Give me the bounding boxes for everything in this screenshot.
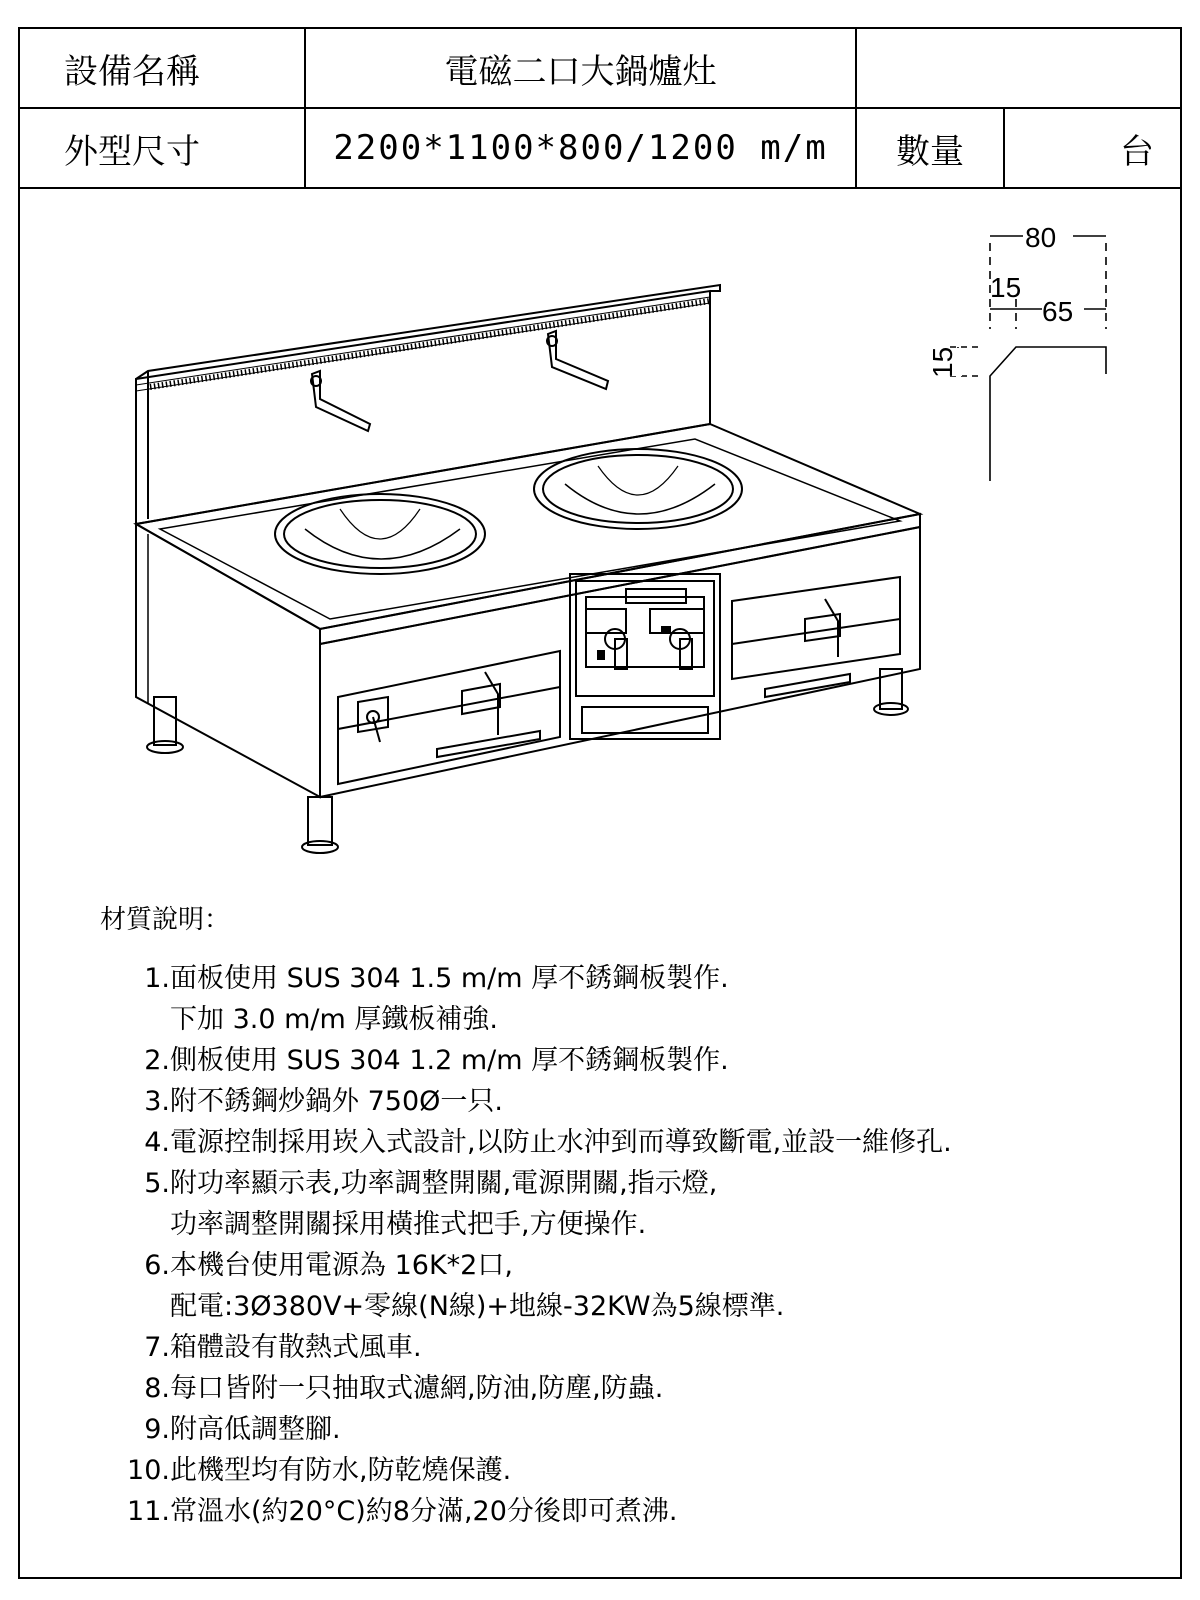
note-item: [100, 1450, 1160, 1491]
note-item: [100, 1491, 1160, 1532]
note-text: 此機型均有防水,防乾燒保護.: [170, 1455, 512, 1486]
note-text: 附功率顯示表,功率調整開關,電源開關,指示燈,: [170, 1168, 718, 1199]
note-text: 下加 3.0 m/m 厚鐵板補強.: [170, 1004, 498, 1035]
equipment-name-value: 電磁二口大鍋爐灶: [305, 29, 856, 108]
note-text: 附高低調整腳.: [170, 1414, 341, 1445]
note-item: [100, 1368, 1160, 1409]
note-item: [100, 1163, 1160, 1204]
backsplash: [136, 291, 710, 524]
note-item: [100, 1327, 1160, 1368]
equipment-name-label: 設備名稱: [20, 29, 305, 108]
dimensions-label: 外型尺寸: [20, 108, 305, 188]
note-text: 本機台使用電源為 16K*2口,: [170, 1250, 513, 1281]
countertop: [136, 424, 920, 629]
note-text: 面板使用 SUS 304 1.5 m/m 厚不銹鋼板製作.: [170, 963, 729, 994]
leg: [154, 697, 176, 745]
note-text: 功率調整開關採用橫推式把手,方便操作.: [170, 1209, 647, 1240]
note-number: 9.: [144, 1414, 170, 1445]
profile-dim-top: 65: [1042, 296, 1074, 327]
note-number: 1.: [144, 963, 170, 994]
note-item: [100, 999, 1160, 1040]
note-number: 7.: [144, 1332, 170, 1363]
note-item: [100, 1122, 1160, 1163]
note-item: [100, 1204, 1160, 1245]
profile-dim-lip: 15: [990, 272, 1022, 303]
right-drawer: [732, 577, 900, 679]
note-number: 10.: [127, 1455, 170, 1486]
note-item: [100, 1409, 1160, 1450]
right-power-slider[interactable]: [805, 614, 840, 641]
note-number: 2.: [144, 1045, 170, 1076]
note-list: [100, 958, 1160, 1532]
note-text: 附不銹鋼炒鍋外 750Ø一只.: [170, 1086, 503, 1117]
note-number: 8.: [144, 1373, 170, 1404]
leg: [308, 797, 332, 845]
spec-sheet: [18, 27, 1182, 1579]
material-notes: [100, 899, 1160, 1532]
profile-dim-height: 15: [927, 346, 958, 378]
note-item: [100, 958, 1160, 999]
note-item: [100, 1286, 1160, 1327]
note-item: [100, 1040, 1160, 1081]
note-text: 電源控制採用崁入式設計,以防止水沖到而導致斷電,並設一維修孔.: [170, 1127, 952, 1158]
note-text: 配電:3Ø380V+零線(N線)+地線-32KW為5線標準.: [170, 1291, 785, 1322]
quantity-unit: 台: [1004, 108, 1180, 188]
note-text: 側板使用 SUS 304 1.2 m/m 厚不銹鋼板製作.: [170, 1045, 729, 1076]
note-number: 5.: [144, 1168, 170, 1199]
notes-title: 材質說明：: [100, 905, 231, 935]
front-panel: [320, 527, 920, 797]
dimensions-value: 2200*1100*800/1200 m/m: [305, 108, 856, 188]
note-number: 11.: [127, 1496, 170, 1527]
note-number: 4.: [144, 1127, 170, 1158]
note-text: 常溫水(約20°C)約8分滿,20分後即可煮沸.: [170, 1496, 678, 1527]
note-item: [100, 1245, 1160, 1286]
profile-dim-total: 80: [1025, 222, 1057, 253]
note-number: 3.: [144, 1086, 170, 1117]
note-item: [100, 1081, 1160, 1122]
quantity-label: 數量: [856, 108, 1004, 188]
profile-detail: [950, 236, 1106, 481]
note-text: 每口皆附一只抽取式濾網,防油,防塵,防蟲.: [170, 1373, 664, 1404]
left-drawer: [338, 651, 560, 784]
control-module: [570, 574, 720, 739]
note-number: 6.: [144, 1250, 170, 1281]
note-text: 箱體設有散熱式風車.: [170, 1332, 422, 1363]
rim-vents: [150, 301, 710, 387]
wok-right: [534, 449, 742, 529]
